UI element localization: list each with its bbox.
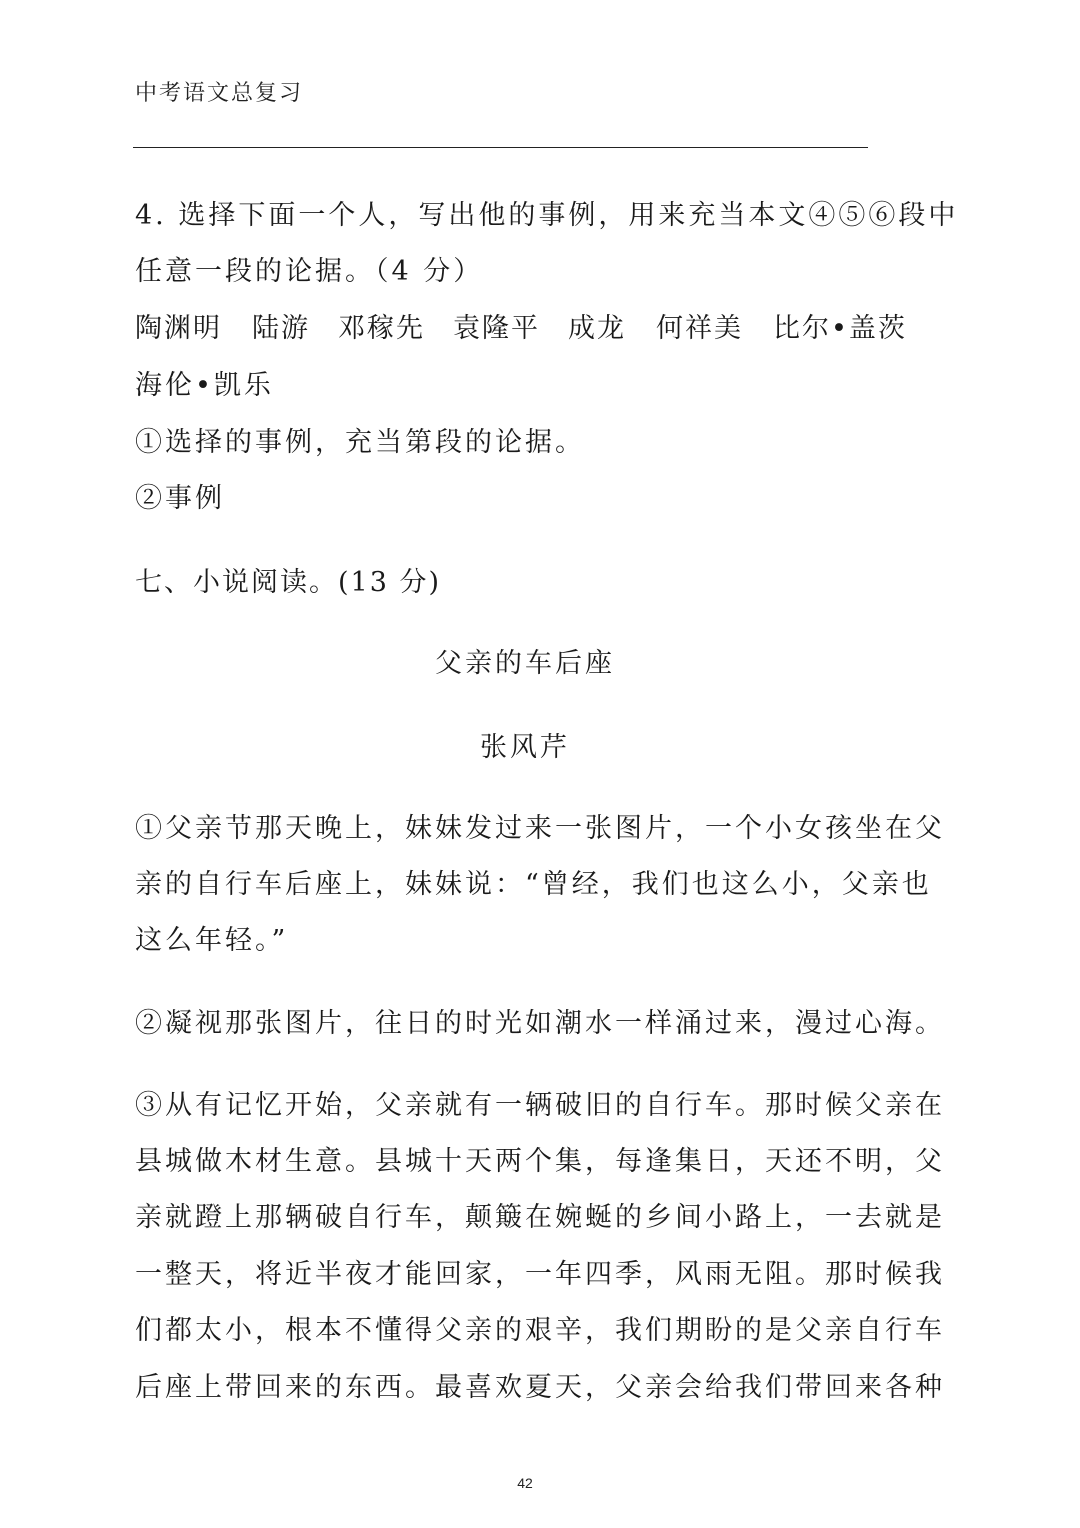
page-number: 42 xyxy=(517,1475,533,1491)
paragraph-1-line: 这么年轻。” xyxy=(135,925,289,956)
person-name: 陆游 xyxy=(252,313,310,344)
paragraph-2-line: ②凝视那张图片，往日的时光如潮水一样涌过来，漫过心海。 xyxy=(135,1008,945,1039)
question4-line-2: 任意一段的论据。（4 分） xyxy=(135,256,484,287)
person-name: 邓稼先 xyxy=(338,313,425,344)
story-author: 张风芹 xyxy=(480,732,570,763)
paragraph-3-line: 后座上带回来的东西。最喜欢夏天，父亲会给我们带回来各种 xyxy=(135,1372,945,1403)
section-heading: 七、小说阅读。(13 分) xyxy=(135,567,442,598)
paragraph-3-line: 县城做木材生意。县城十天两个集，每逢集日，天还不明，父 xyxy=(135,1146,945,1177)
paragraph-3-line: 们都太小，根本不懂得父亲的艰辛，我们期盼的是父亲自行车 xyxy=(135,1315,945,1346)
paragraph-1-line: 亲的自行车后座上，妹妹说：“曾经，我们也这么小，父亲也 xyxy=(135,869,932,900)
person-name: 海伦•凯乐 xyxy=(135,370,274,401)
question4-sub-1: ①选择的事例，充当第段的论据。 xyxy=(135,427,585,458)
paragraph-3-line: 一整天，将近半夜才能回家，一年四季，风雨无阻。那时候我 xyxy=(135,1259,945,1290)
question4-line-1: 4. 选择下面一个人，写出他的事例，用来充当本文④⑤⑥段中 xyxy=(135,200,959,231)
paragraph-1-line: ①父亲节那天晚上，妹妹发过来一张图片，一个小女孩坐在父 xyxy=(135,813,945,844)
person-name: 陶渊明 xyxy=(135,313,222,344)
paragraph-3-line: 亲就蹬上那辆破自行车，颠簸在婉蜒的乡间小路上，一去就是 xyxy=(135,1202,945,1233)
person-name: 袁隆平 xyxy=(453,313,540,344)
header-divider xyxy=(133,147,868,148)
person-name: 成龙 xyxy=(568,313,626,344)
story-title: 父亲的车后座 xyxy=(435,648,615,679)
person-name: 比尔•盖茨 xyxy=(773,313,907,344)
question4-sub-2: ②事例 xyxy=(135,483,225,514)
header-title: 中考语文总复习 xyxy=(135,81,304,106)
paragraph-3-line: ③从有记忆开始，父亲就有一辆破旧的自行车。那时候父亲在 xyxy=(135,1090,945,1121)
person-name: 何祥美 xyxy=(656,313,743,344)
